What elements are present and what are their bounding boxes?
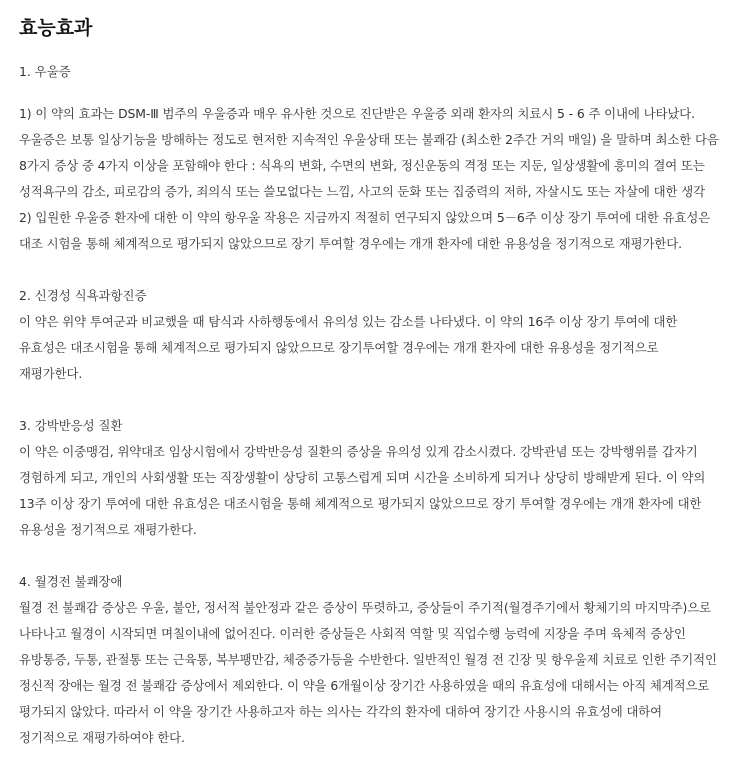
section-heading: 3. 강박반응성 질환 (19, 418, 123, 433)
section-depression (19, 59, 721, 257)
spacer (19, 257, 721, 283)
spacer (19, 543, 721, 569)
section-bulimia (19, 283, 721, 387)
section-heading: 2. 신경성 식욕과항진증 (19, 288, 147, 303)
section-heading: 4. 월경전 불쾌장애 (19, 574, 123, 589)
section-ocd (19, 413, 721, 543)
section-paragraph: 1) 이 약의 효과는 DSM-Ⅲ 범주의 우울증과 매우 유사한 것으로 진단받은 우울증 외래 환자의 치료시 5 - 6 주 이내에 나타났다. 우울증은 보통 일상기능을 방해하는 정도로 현저한 지속적인 우울상태 또는 불쾌감 (최소한 2주간 거의 매일) 을 말하며 최소한 다음 8가지 증상 중 4가지 이상을 포함해야 한다 : 식욕의 변화, 수면의 변화, 정신운동의 격정 또는 지둔, 일상생활에 흥미의 결여 또는 성적욕구의 감소, 피로감의 증가, 죄의식 또는 쓸모없다는 느낌, 사고의 둔화 또는 집중력의 저하, 자살시도 또는 자살에 대한 생각 (19, 106, 719, 199)
section-paragraph: 월경 전 불쾌감 증상은 우울, 불안, 정서적 불안정과 같은 증상이 뚜렷하고, 증상들이 주기적(월경주기에서 황체기의 마지막주)으로 나타나고 월경이 시작되면 며칠이내에 없어진다. 이러한 증상들은 사회적 역할 및 직업수행 능력에 지장을 주며 육체적 증상인 유방통증, 두통, 관절통 또는 근육통, 복부팽만감, 체중증가등을 수반한다. 일반적인 월경 전 긴장 및 항우울제 치료로 인한 주기적인 정신적 장애는 월경 전 불쾌감 증상에서 제외한다. 이 약을 6개월이상 장기간 사용하였을 때의 유효성에 대해서는 아직 체계적으로 평가되지 않았다. 따라서 이 약을 장기간 사용하고자 하는 의사는 각각의 환자에 대하여 장기간 사용시의 유효성에 대하여 정기적으로 재평가하여야 한다. (19, 600, 717, 745)
section-pmdd (19, 569, 721, 751)
section-paragraph: 이 약은 위약 투여군과 비교했을 때 탐식과 사하행동에서 유의성 있는 감소를 나타냈다. 이 약의 16주 이상 장기 투여에 대한 유효성은 대조시험을 통해 체계적으로 평가되지 않았으므로 장기투여할 경우에는 개개 환자에 대한 유용성을 정기적으로 재평가한다. (19, 314, 678, 381)
section-paragraph: 2) 입원한 우울증 환자에 대한 이 약의 항우울 작용은 지금까지 적절히 연구되지 않았으며 5－6주 이상 장기 투여에 대한 유효성은 대조 시험을 통해 체계적으로 평가되지 않았으므로 장기 투여할 경우에는 개개 환자에 대한 유용성을 정기적으로 재평가한다. (19, 210, 711, 251)
section-heading: 1. 우울증 (19, 64, 71, 79)
spacer (19, 387, 721, 413)
spacer (19, 42, 721, 59)
spacer (19, 85, 721, 101)
section-paragraph: 이 약은 이중맹검, 위약대조 임상시험에서 강박반응성 질환의 증상을 유의성 있게 감소시켰다. 강박관념 또는 강박행위를 갑자기 경험하게 되고, 개인의 사회생활 또는 직장생활이 상당히 고통스럽게 되며 시간을 소비하게 되거나 상당히 방해받게 된다. 이 약의 13주 이상 장기 투여에 대한 유효성은 대조시험을 통해 체계적으로 평가되지 않았으므로 장기 투여할 경우에는 개개 환자에 대한 유용성을 정기적으로 재평가한다. (19, 444, 706, 537)
page-title: 효능효과 (19, 17, 93, 39)
